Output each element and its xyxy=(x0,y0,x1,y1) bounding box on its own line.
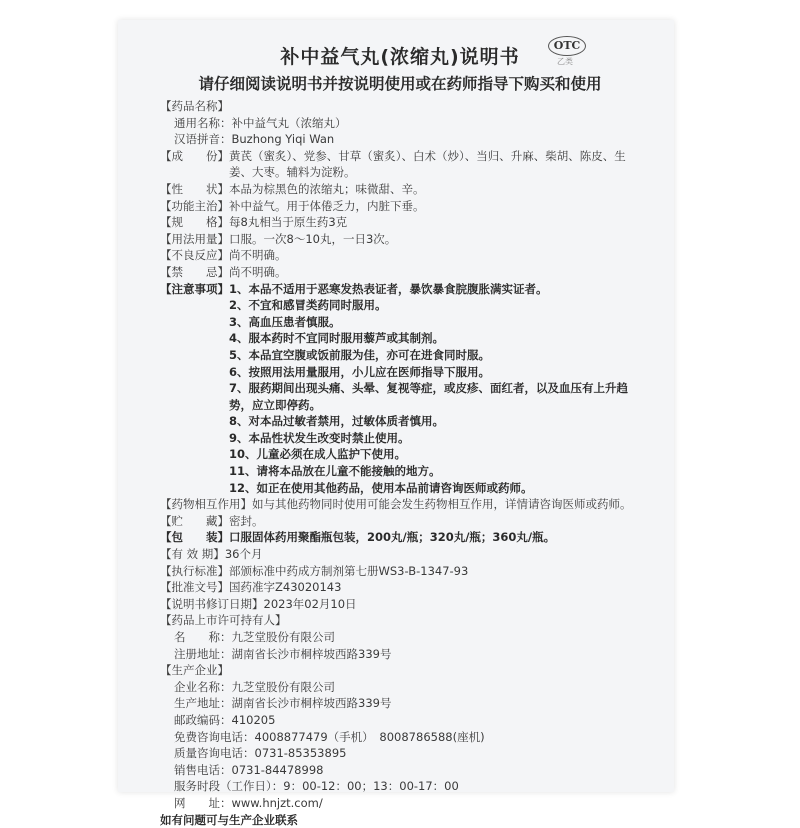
contraindications-value: 尚不明确。 xyxy=(229,264,287,279)
postcode-label: 邮政编码： xyxy=(174,712,232,727)
otc-category: 乙类 xyxy=(557,57,573,66)
service-hours-value: 9：00-12：00；13：00-17：00 xyxy=(283,779,459,794)
approval-value: 国药准字Z43020143 xyxy=(229,580,342,595)
leaflet-content xyxy=(160,98,640,828)
precautions-label: 【注意事项】 xyxy=(160,281,229,296)
manufacturer-line xyxy=(160,762,640,779)
standard-label: 【执行标准】 xyxy=(160,563,229,578)
mah-heading: 【药品上市许可持有人】 xyxy=(160,613,287,628)
adverse-value: 尚不明确。 xyxy=(229,248,287,263)
otc-badge: OTC xyxy=(548,36,586,56)
postcode-value: 410205 xyxy=(231,712,276,727)
storage-label: 【贮 藏】 xyxy=(160,513,229,528)
revision-row xyxy=(160,596,640,613)
manufacturer-line xyxy=(160,745,640,762)
mah-name-row xyxy=(160,629,640,646)
standard-row xyxy=(160,563,640,580)
contraindications-row xyxy=(160,264,640,281)
precaution-item: 4、服本药时不宜同时服用藜芦或其制剂。 xyxy=(229,331,444,346)
properties-row xyxy=(160,181,640,198)
contact-footer: 如有问题可与生产企业联系 xyxy=(160,812,298,827)
validity-row xyxy=(160,546,640,563)
interactions-label: 【药物相互作用】 xyxy=(160,497,252,512)
service-hours-label: 服务时段（工作日）： xyxy=(174,779,284,794)
document-title: 补中益气丸(浓缩丸)说明书 xyxy=(280,46,520,68)
pinyin-value: Buzhong Yiqi Wan xyxy=(231,132,335,147)
sales-phone-label: 销售电话： xyxy=(174,762,232,777)
drug-name-heading: 【药品名称】 xyxy=(160,99,229,113)
interactions-row xyxy=(160,496,640,513)
contraindications-label: 【禁 忌】 xyxy=(160,264,229,279)
validity-value: 36个月 xyxy=(224,547,263,562)
indications-row xyxy=(160,198,640,215)
interactions-value: 如与其他药物同时使用可能会发生药物相互作用，详情请咨询医师或药师。 xyxy=(252,497,632,512)
validity-label: 【有 效 期】 xyxy=(160,547,225,562)
precaution-item: 1、本品不适用于恶寒发热表证者，暴饮暴食脘腹胀满实证者。 xyxy=(229,281,548,296)
free-hotline-label: 免费咨询电话： xyxy=(174,729,255,744)
packaging-value: 口服固体药用聚酯瓶包装，200丸/瓶；320丸/瓶；360丸/瓶。 xyxy=(229,530,556,545)
manufacturer-heading: 【生产企业】 xyxy=(160,663,229,678)
common-name-row xyxy=(160,115,640,132)
production-address-value: 湖南省长沙市桐梓坡西路339号 xyxy=(231,696,392,711)
indications-label: 【功能主治】 xyxy=(160,198,229,213)
common-name-value: 补中益气丸（浓缩丸） xyxy=(231,115,347,130)
mah-address-value: 湖南省长沙市桐梓坡西路339号 xyxy=(231,646,392,661)
company-name-label: 企业名称： xyxy=(174,679,232,694)
specification-row xyxy=(160,214,640,231)
mah-name-value: 九芝堂股份有限公司 xyxy=(231,630,335,644)
precaution-item: 6、按照用法用量服用，小儿应在医师指导下服用。 xyxy=(229,364,490,379)
quality-hotline-label: 质量咨询电话： xyxy=(174,746,255,761)
precautions-list xyxy=(229,281,640,497)
ingredients-label: 【成 份】 xyxy=(160,148,229,163)
precaution-item: 7、服药期间出现头痛、头晕、复视等症，或皮疹、面红者，以及血压有上升趋势，应立即停药。 xyxy=(229,381,628,412)
dosage-value: 口服。一次8～10丸，一日3次。 xyxy=(229,231,397,246)
packaging-label: 【包 装】 xyxy=(160,530,229,545)
mah-name-label: 名 称： xyxy=(174,630,232,644)
precaution-item: 10、儿童必须在成人监护下使用。 xyxy=(229,447,407,462)
precaution-item: 3、高血压患者慎服。 xyxy=(229,314,341,329)
approval-label: 【批准文号】 xyxy=(160,580,229,595)
indications-value: 补中益气。用于体倦乏力，内脏下垂。 xyxy=(229,198,425,213)
ingredients-value: 黄芪（蜜炙）、党参、甘草（蜜炙）、白术（炒）、当归、升麻、柴胡、陈皮、生姜、大枣。辅料为淀粉。 xyxy=(229,148,626,180)
mah-address-label: 注册地址： xyxy=(174,646,232,661)
precaution-item: 2、不宜和感冒类药同时服用。 xyxy=(229,298,387,313)
properties-value: 本品为棕黑色的浓缩丸；味微甜、辛。 xyxy=(229,181,425,196)
adverse-row xyxy=(160,247,640,264)
specification-label: 【规 格】 xyxy=(160,215,229,230)
precaution-item: 11、请将本品放在儿童不能接触的地方。 xyxy=(229,464,441,479)
precaution-item: 5、本品宜空腹或饭前服为佳，亦可在进食同时服。 xyxy=(229,347,490,362)
precaution-item: 8、对本品过敏者禁用，过敏体质者慎用。 xyxy=(229,414,444,429)
specification-value: 每8丸相当于原生药3克 xyxy=(229,215,348,230)
storage-value: 密封。 xyxy=(229,513,264,528)
manufacturer-line xyxy=(160,712,640,729)
revision-label: 【说明书修订日期】 xyxy=(160,596,264,611)
standard-value: 部颁标准中药成方制剂第七册WS3-B-1347-93 xyxy=(229,563,469,578)
ingredients-row xyxy=(160,148,640,181)
company-name-value: 九芝堂股份有限公司 xyxy=(231,679,335,694)
pinyin-row xyxy=(160,131,640,148)
precaution-item: 12、如正在使用其他药品，使用本品前请咨询医师或药师。 xyxy=(229,480,533,495)
storage-row xyxy=(160,513,640,530)
approval-row xyxy=(160,579,640,596)
common-name-label: 通用名称： xyxy=(174,115,232,130)
manufacturer-line xyxy=(160,729,640,746)
packaging-row xyxy=(160,529,640,546)
manufacturer-line xyxy=(160,778,640,795)
website-label: 网 址： xyxy=(174,795,232,810)
adverse-label: 【不良反应】 xyxy=(160,248,229,263)
free-hotline-value: 4008877479（手机） 8008786588(座机) xyxy=(254,729,485,744)
manufacturer-line xyxy=(160,795,640,812)
mah-address-row xyxy=(160,646,640,663)
dosage-row xyxy=(160,231,640,248)
document-subtitle: 请仔细阅读说明书并按说明使用或在药师指导下购买和使用 xyxy=(198,75,602,93)
production-address-label: 生产地址： xyxy=(174,696,232,711)
revision-value: 2023年02月10日 xyxy=(263,596,357,611)
website-value: www.hnjzt.com/ xyxy=(231,795,323,810)
precautions-row xyxy=(160,281,640,497)
properties-label: 【性 状】 xyxy=(160,181,229,196)
dosage-label: 【用法用量】 xyxy=(160,231,229,246)
pinyin-label: 汉语拼音： xyxy=(174,132,232,147)
manufacturer-line xyxy=(160,695,640,712)
quality-hotline-value: 0731-85353895 xyxy=(254,746,347,761)
sales-phone-value: 0731-84478998 xyxy=(231,762,324,777)
precaution-item: 9、本品性状发生改变时禁止使用。 xyxy=(229,430,410,445)
manufacturer-line xyxy=(160,679,640,696)
